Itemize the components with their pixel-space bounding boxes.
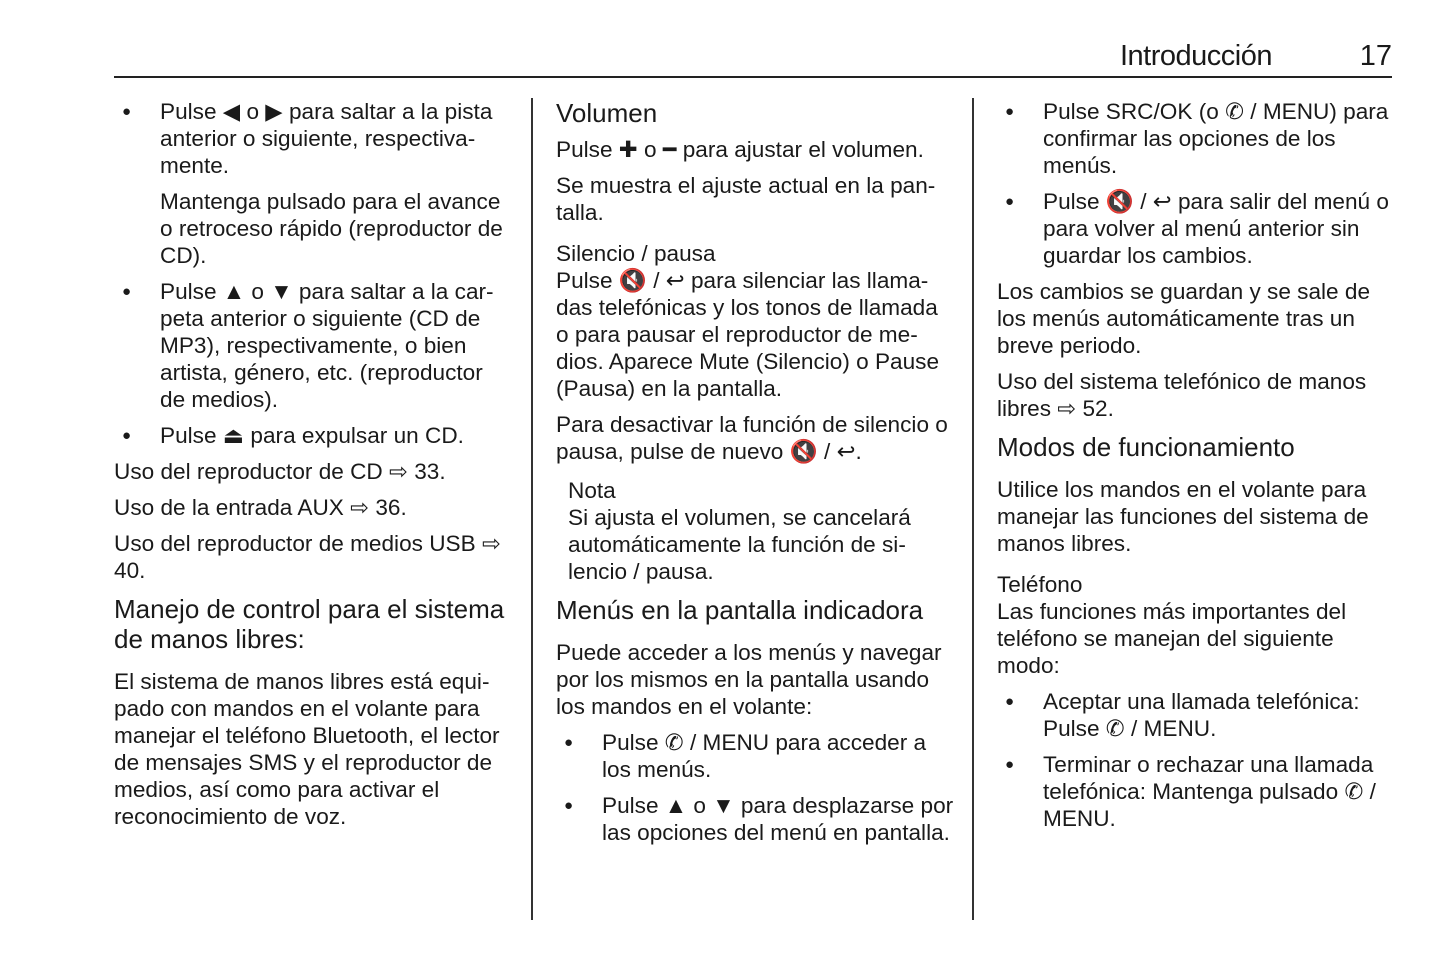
para-phone: Las funciones más importantes del teléfono se manejan del siguiente modo:	[997, 599, 1347, 678]
para-menus: Puede acceder a los menús y navegar por los mismos en la pantalla usando los mandos en el volante:	[556, 640, 942, 719]
note-text: Si ajusta el volumen, se cancelará automáticamente la función de silencio / pausa.	[568, 505, 911, 584]
bullet-accept-call: ● Aceptar una llamada telefónica: Pulse ✆ / MENU.	[997, 688, 1397, 742]
subheading-mute: Silencio / pausa	[556, 241, 716, 266]
ref-usb-player: Uso del reproductor de medios USB ⇨ 40.	[114, 531, 501, 583]
ref-cd-player: Uso del reproductor de CD ⇨ 33.	[114, 459, 446, 484]
bullet-track-skip-note: Mantenga pulsado para el avance o retroceso rápido (reproductor de CD).	[160, 189, 503, 268]
page-header	[114, 38, 1392, 78]
para-volume-display: Se muestra el ajuste actual en la pantalla.	[556, 173, 936, 225]
column-1	[114, 98, 514, 839]
para-modes: Utilice los mandos en el volante para manejar las funciones del sistema de manos libres.	[997, 477, 1369, 556]
note-title: Nota	[568, 478, 616, 503]
bullet-menu-confirm: ● Pulse SRC/OK (o ✆ / MENU) para confirmar las opciones de los menús.	[997, 98, 1397, 179]
section-title: Introducción	[1120, 40, 1272, 72]
heading-operating-modes: Modos de funcionamiento	[997, 432, 1295, 462]
heading-handsfree-control: Manejo de control para el sistema de manos libres:	[114, 594, 505, 654]
ref-aux-input: Uso de la entrada AUX ⇨ 36.	[114, 495, 407, 520]
bullet-menu-scroll: ● Pulse ▲ o ▼ para desplazarse por las opciones del menú en pantalla.	[556, 792, 956, 846]
bullet-track-skip: ● Pulse ◀ o ▶ para saltar a la pista anterior o siguiente, respectivamente.	[114, 98, 514, 179]
column-3	[997, 98, 1397, 841]
para-handsfree: El sistema de manos libres está equipado con mandos en el volante para manejar el teléfono Bluetooth, el lector de mensajes SMS y el reproductor de medios, así como para activar el reconocimiento de voz.	[114, 669, 500, 829]
column-divider	[972, 98, 974, 920]
page-number: 17	[1359, 40, 1392, 72]
heading-volume: Volumen	[556, 98, 658, 128]
bullet-folder-skip: ● Pulse ▲ o ▼ para saltar a la carpeta anterior o siguiente (CD de MP3), respectivamente, o bien artista, género, etc. (reproductor de medios).	[114, 278, 514, 413]
para-unmute: Para desactivar la función de silencio o pausa, pulse de nuevo 🔇 / ↩.	[556, 412, 948, 464]
bullet-menu-access: ● Pulse ✆ / MENU para acceder a los menús.	[556, 729, 956, 783]
subheading-phone: Teléfono	[997, 572, 1083, 597]
para-auto-save: Los cambios se guardan y se sale de los menús automáticamente tras un breve periodo.	[997, 279, 1371, 358]
bullet-eject: ● Pulse ⏏ para expulsar un CD.	[114, 422, 514, 449]
heading-menus: Menús en la pantalla indicadora	[556, 595, 924, 625]
bullet-menu-exit: ● Pulse 🔇 / ↩ para salir del menú o para volver al menú anterior sin guardar los cambios.	[997, 188, 1397, 269]
para-mute: Pulse 🔇 / ↩ para silenciar las llamadas telefónicas y los tonos de llamada o para pausar el reproductor de medios. Aparece Mute (Silencio) o Pause (Pausa) en la pantalla.	[556, 268, 940, 401]
ref-handsfree: Uso del sistema telefónico de manos libres ⇨ 52.	[997, 369, 1367, 421]
column-2	[556, 98, 956, 855]
note-box	[556, 477, 956, 585]
bullet-end-call: ● Terminar o rechazar una llamada telefónica: Mantenga pulsado ✆ / MENU.	[997, 751, 1397, 832]
para-volume-adjust: Pulse ✚ o ━ para ajustar el volumen.	[556, 137, 924, 162]
column-divider	[531, 98, 533, 920]
